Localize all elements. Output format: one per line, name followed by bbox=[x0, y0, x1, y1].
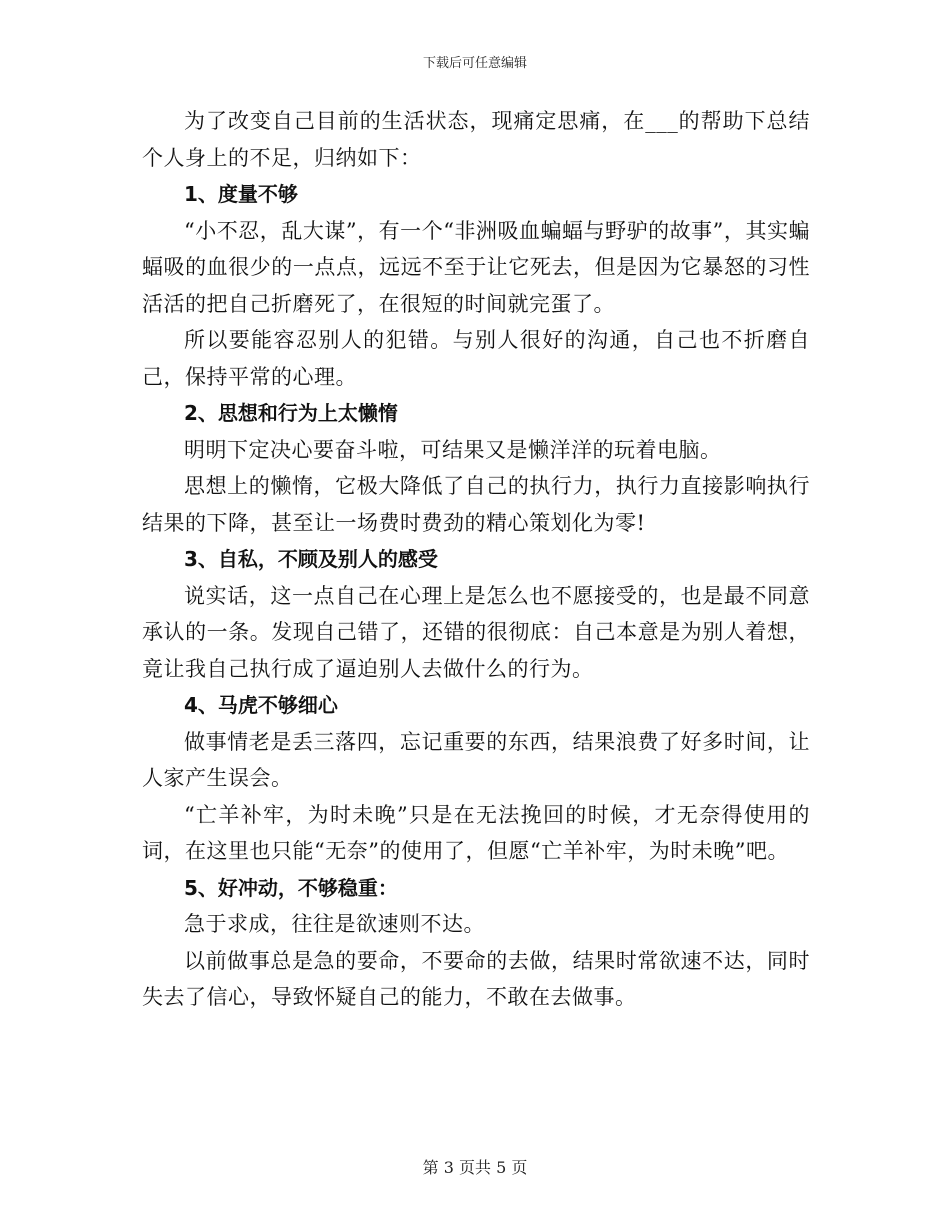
page-header bbox=[0, 52, 950, 71]
section-3 bbox=[142, 541, 810, 687]
section-heading: 3、自私，不顾及别人的感受 bbox=[184, 547, 438, 571]
intro-paragraph: 为了改变自己目前的生活状态，现痛定思痛，在___的帮助下总结个人身上的不足，归纳如下： bbox=[142, 109, 810, 170]
section-paragraph: 以前做事总是急的要命，不要命的去做，结果时常欲速不达，同时失去了信心，导致怀疑自己的能力，不敢在去做事。 bbox=[142, 948, 810, 1009]
section-heading: 2、思想和行为上太懒惰 bbox=[184, 401, 398, 425]
section-4 bbox=[142, 687, 810, 870]
page-footer bbox=[0, 1155, 950, 1178]
section-5 bbox=[142, 870, 810, 1016]
section-heading: 1、度量不够 bbox=[184, 182, 298, 206]
section-paragraph: 所以要能容忍别人的犯错。与别人很好的沟通，自己也不折磨自己，保持平常的心理。 bbox=[142, 328, 810, 389]
page-number: 第 3 页共 5 页 bbox=[422, 1158, 528, 1177]
section-paragraph: 做事情老是丢三落四，忘记重要的东西，结果浪费了好多时间，让人家产生误会。 bbox=[142, 729, 810, 790]
section-paragraph: “小不忍，乱大谋”，有一个“非洲吸血蝙蝠与野驴的故事”，其实蝙蝠吸的血很少的一点点，远远不至于让它死去，但是因为它暴怒的习性活活的把自己折磨死了，在很短的时间就完蛋了。 bbox=[142, 218, 810, 316]
section-heading: 4、马虎不够细心 bbox=[184, 693, 338, 717]
section-paragraph: 急于求成，往往是欲速则不达。 bbox=[184, 912, 485, 936]
section-paragraph: 说实话，这一点自己在心理上是怎么也不愿接受的，也是最不同意承认的一条。发现自己错了，还错的很彻底：自己本意是为别人着想，竟让我自己执行成了逼迫别人去做什么的行为。 bbox=[142, 583, 810, 681]
section-paragraph: 思想上的懒惰，它极大降低了自己的执行力，执行力直接影响执行结果的下降，甚至让一场费时费劲的精心策划化为零! bbox=[142, 474, 810, 535]
section-paragraph: “亡羊补牢，为时未晚”只是在无法挽回的时候，才无奈得使用的词，在这里也只能“无奈”的使用了，但愿“亡羊补牢，为时未晚”吧。 bbox=[142, 802, 810, 863]
header-text: 下载后可任意编辑 bbox=[422, 56, 527, 71]
section-2 bbox=[142, 395, 810, 541]
section-heading: 5、好冲动，不够稳重： bbox=[184, 875, 398, 900]
section-paragraph: 明明下定决心要奋斗啦，可结果又是懒洋洋的玩着电脑。 bbox=[184, 437, 722, 462]
section-1 bbox=[142, 176, 810, 395]
document-body bbox=[142, 103, 810, 1016]
